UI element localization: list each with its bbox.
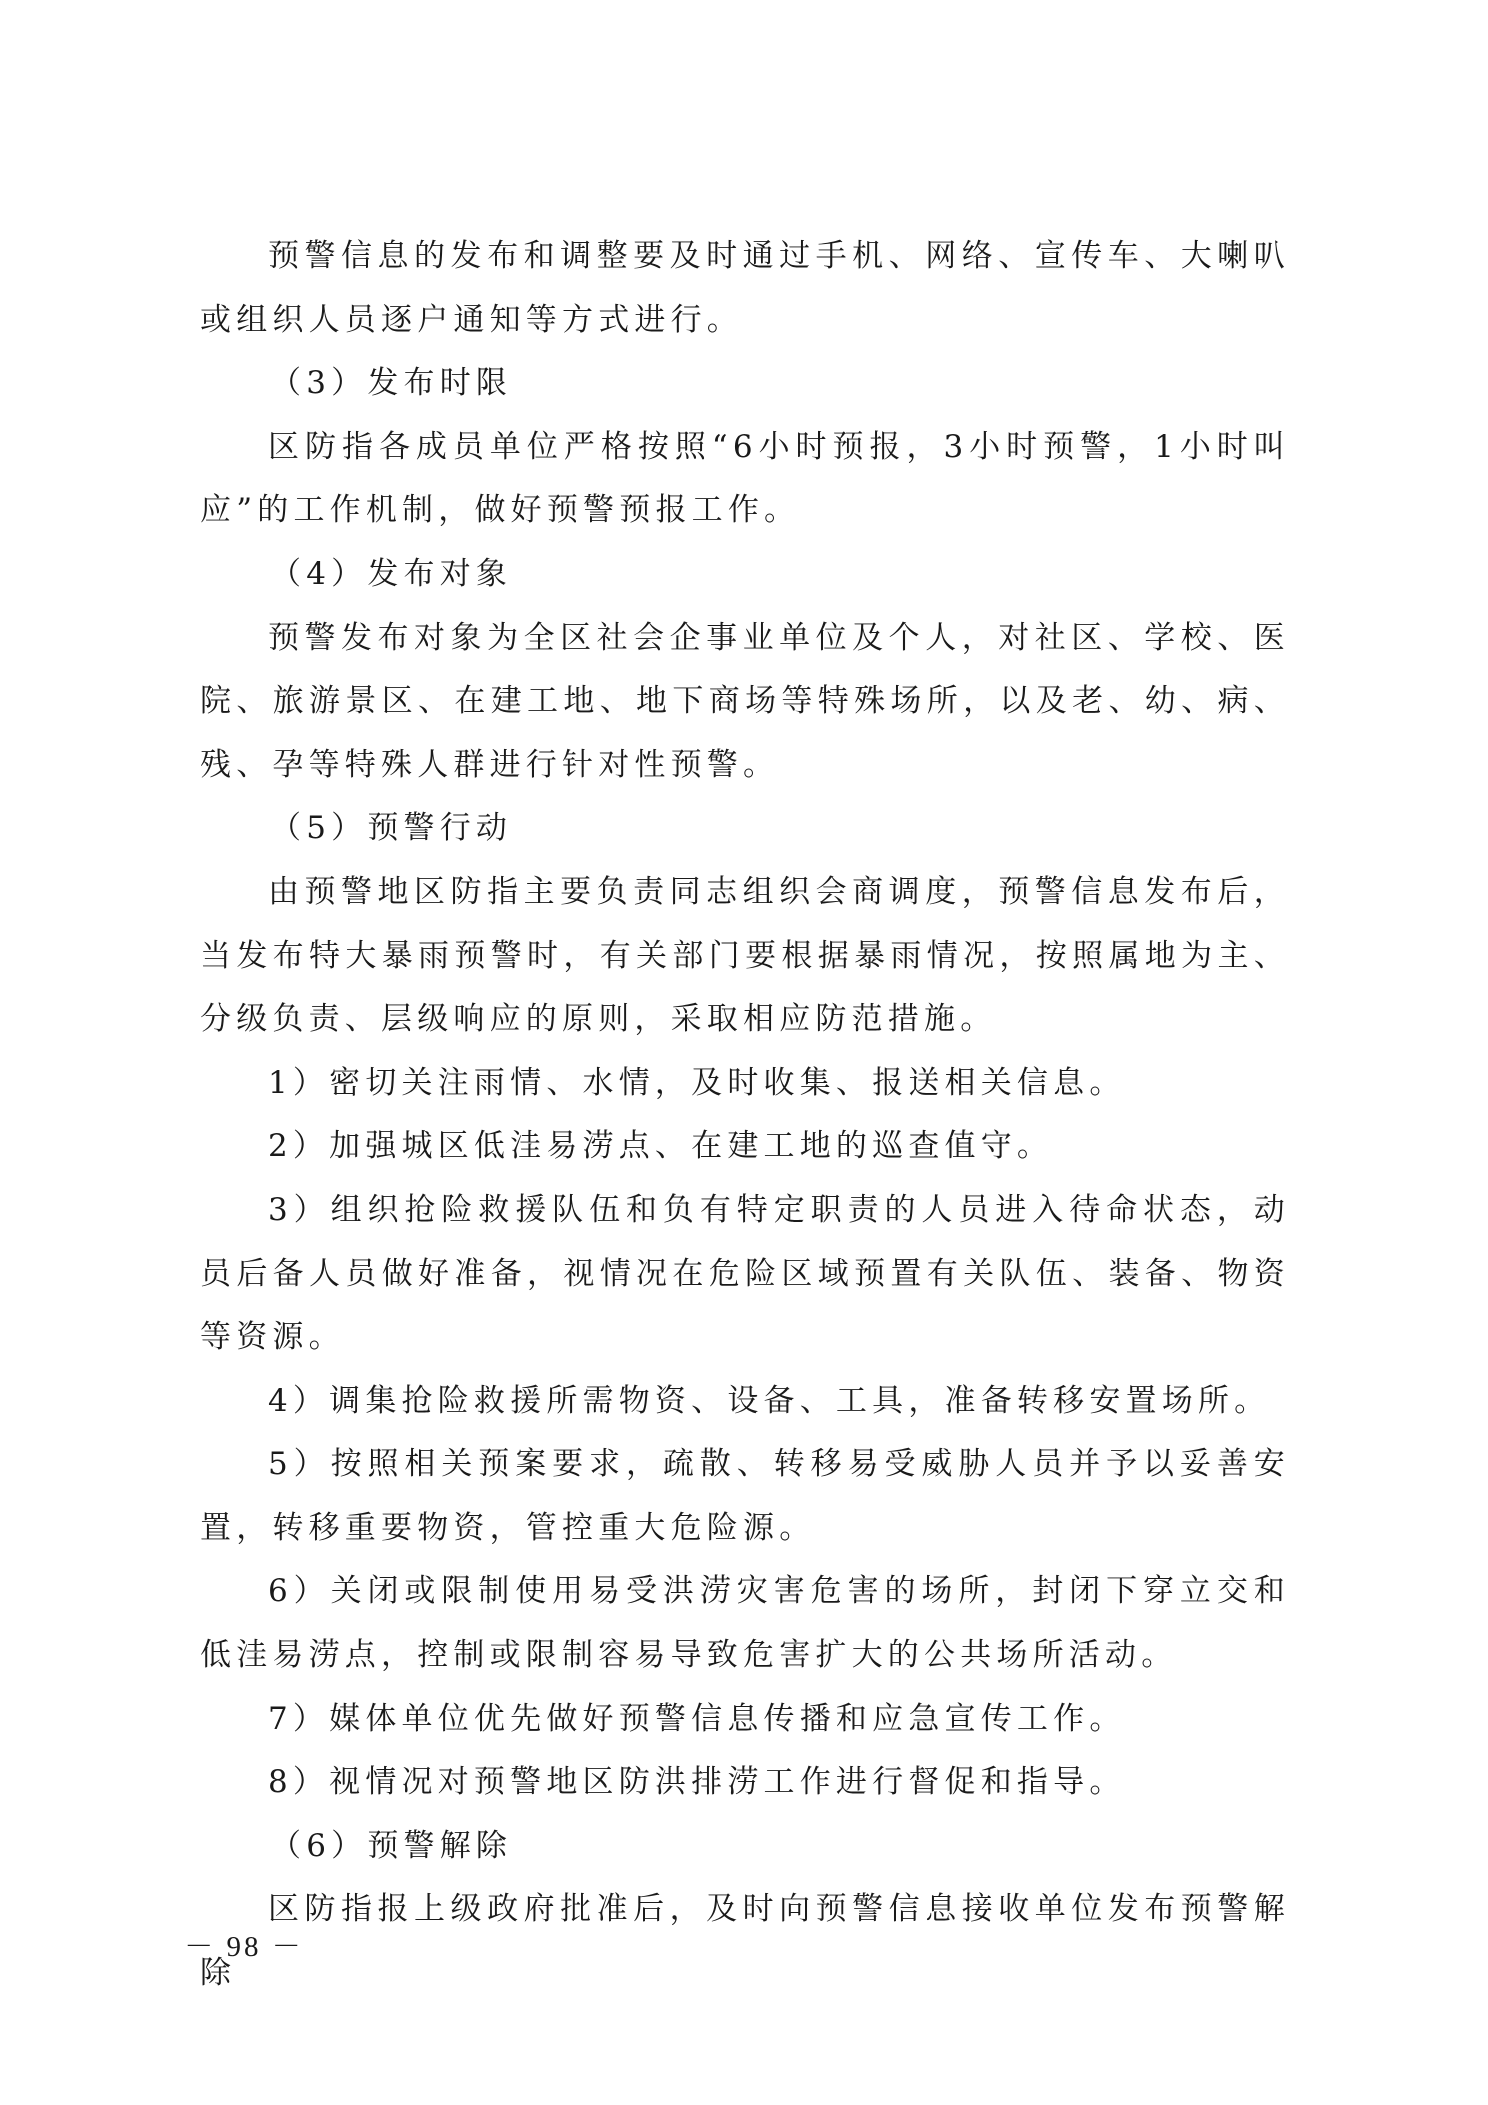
body-text (200, 225, 1290, 2006)
section-heading: （5）预警行动 (270, 810, 513, 847)
section-heading: （4）发布对象 (270, 555, 513, 592)
list-item: 2）加强城区低洼易涝点、在建工地的巡查值守。 (268, 1128, 1054, 1165)
paragraph: 预警信息的发布和调整要及时通过手机、网络、宣传车、大喇叭或组织人员逐户通知等方式进行。 (200, 238, 1290, 338)
paragraph: 由预警地区防指主要负责同志组织会商调度，预警信息发布后，当发布特大暴雨预警时，有关部门要根据暴雨情况，按照属地为主、分级负责、层级响应的原则，采取相应防范措施。 (200, 873, 1290, 1038)
list-item: 5）按照相关预案要求，疏散、转移易受威胁人员并予以妥善安置，转移重要物资，管控重大危险源。 (200, 1446, 1290, 1546)
list-item: 3）组织抢险救援队伍和负有特定职责的人员进入待命状态，动员后备人员做好准备，视情况在危险区域预置有关队伍、装备、物资等资源。 (200, 1191, 1290, 1356)
section-heading: （6）预警解除 (270, 1827, 513, 1864)
list-item: 4）调集抢险救援所需物资、设备、工具，准备转移安置场所。 (268, 1382, 1271, 1419)
list-item: 6）关闭或限制使用易受洪涝灾害危害的场所，封闭下穿立交和低洼易涝点，控制或限制容易导致危害扩大的公共场所活动。 (200, 1573, 1290, 1674)
paragraph: 预警发布对象为全区社会企事业单位及个人，对社区、学校、医院、旅游景区、在建工地、地下商场等特殊场所，以及老、幼、病、残、孕等特殊人群进行针对性预警。 (200, 619, 1290, 783)
list-item: 8）视情况对预警地区防洪排涝工作进行督促和指导。 (268, 1764, 1126, 1801)
section-heading: （3）发布时限 (270, 365, 513, 402)
paragraph: 区防指各成员单位严格按照“6小时预报，3小时预警，1小时叫应”的工作机制，做好预警预报工作。 (200, 428, 1290, 529)
list-item: 7）媒体单位优先做好预警信息传播和应急宣传工作。 (268, 1700, 1126, 1737)
paragraph: 区防指报上级政府批准后，及时向预警信息接收单位发布预警解除 (200, 1891, 1290, 1992)
list-item: 1）密切关注雨情、水情，及时收集、报送相关信息。 (268, 1064, 1126, 1101)
page-number: － 98 － (184, 1931, 304, 1963)
